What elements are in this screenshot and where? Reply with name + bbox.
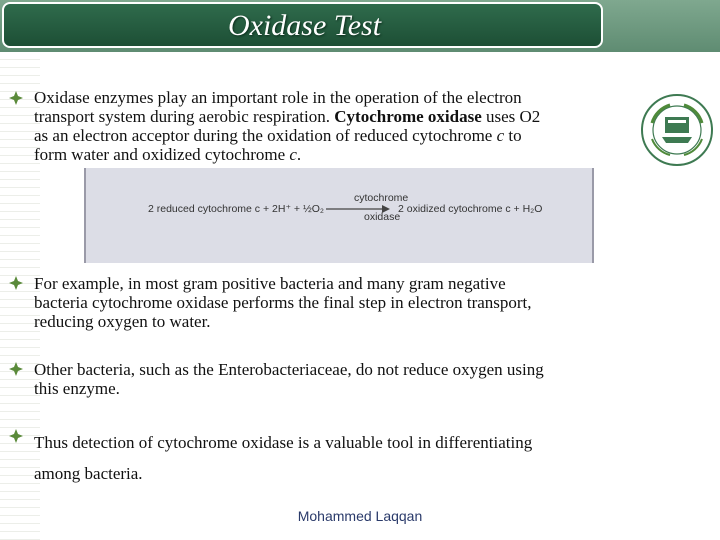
- reaction-arrow-icon: [326, 204, 391, 214]
- paragraph-line: this enzyme.: [34, 379, 120, 398]
- paragraph-line: Other bacteria, such as the Enterobacteriaceae, do not reduce oxygen using: [34, 360, 544, 379]
- paragraph-line: bacteria cytochrome oxidase performs the final step in electron transport,: [34, 293, 532, 312]
- paragraph-enterobacteriaceae: [34, 360, 634, 398]
- bold-term-cytochrome-oxidase: Cytochrome oxidase: [334, 107, 482, 126]
- equation-enzyme-bottom: oxidase: [364, 211, 401, 223]
- paragraph-line: among bacteria.: [34, 464, 143, 483]
- equation-figure: [84, 168, 594, 263]
- equation-products: 2 oxidized cytochrome c + H₂O: [398, 203, 543, 215]
- paragraph-line: For example, in most gram positive bacteria and many gram negative: [34, 274, 506, 293]
- paragraph-line: form water and oxidized cytochrome c.: [34, 145, 302, 164]
- paragraph-detection: [34, 427, 634, 489]
- title-box: [2, 2, 603, 48]
- equation-enzyme-top: cytochrome: [354, 192, 409, 204]
- diamond-bullet-icon: [9, 276, 23, 290]
- paragraph-line: transport system during aerobic respiration. Cytochrome oxidase uses O2: [34, 107, 541, 126]
- paragraph-line: Oxidase enzymes play an important role in the operation of the electron: [34, 88, 522, 107]
- slide-title: Oxidase Test: [227, 9, 382, 42]
- equation-reactants: 2 reduced cytochrome c + 2H⁺ + ½O₂: [148, 203, 324, 215]
- paragraph-line: reducing oxygen to water.: [34, 312, 211, 331]
- paragraph-line: as an electron acceptor during the oxidation of reduced cytochrome c to: [34, 126, 522, 145]
- diamond-bullet-icon: [9, 91, 23, 105]
- footer-author: Mohammed Laqqan: [297, 508, 423, 524]
- diamond-bullet-icon: [9, 429, 23, 443]
- paragraph-line: Thus detection of cytochrome oxidase is a valuable tool in differentiating: [34, 433, 533, 452]
- paragraph-oxidase-enzymes: [34, 88, 634, 164]
- paragraph-gram-example: [34, 274, 634, 331]
- diamond-bullet-icon: [9, 362, 23, 376]
- university-seal-logo: [640, 93, 714, 167]
